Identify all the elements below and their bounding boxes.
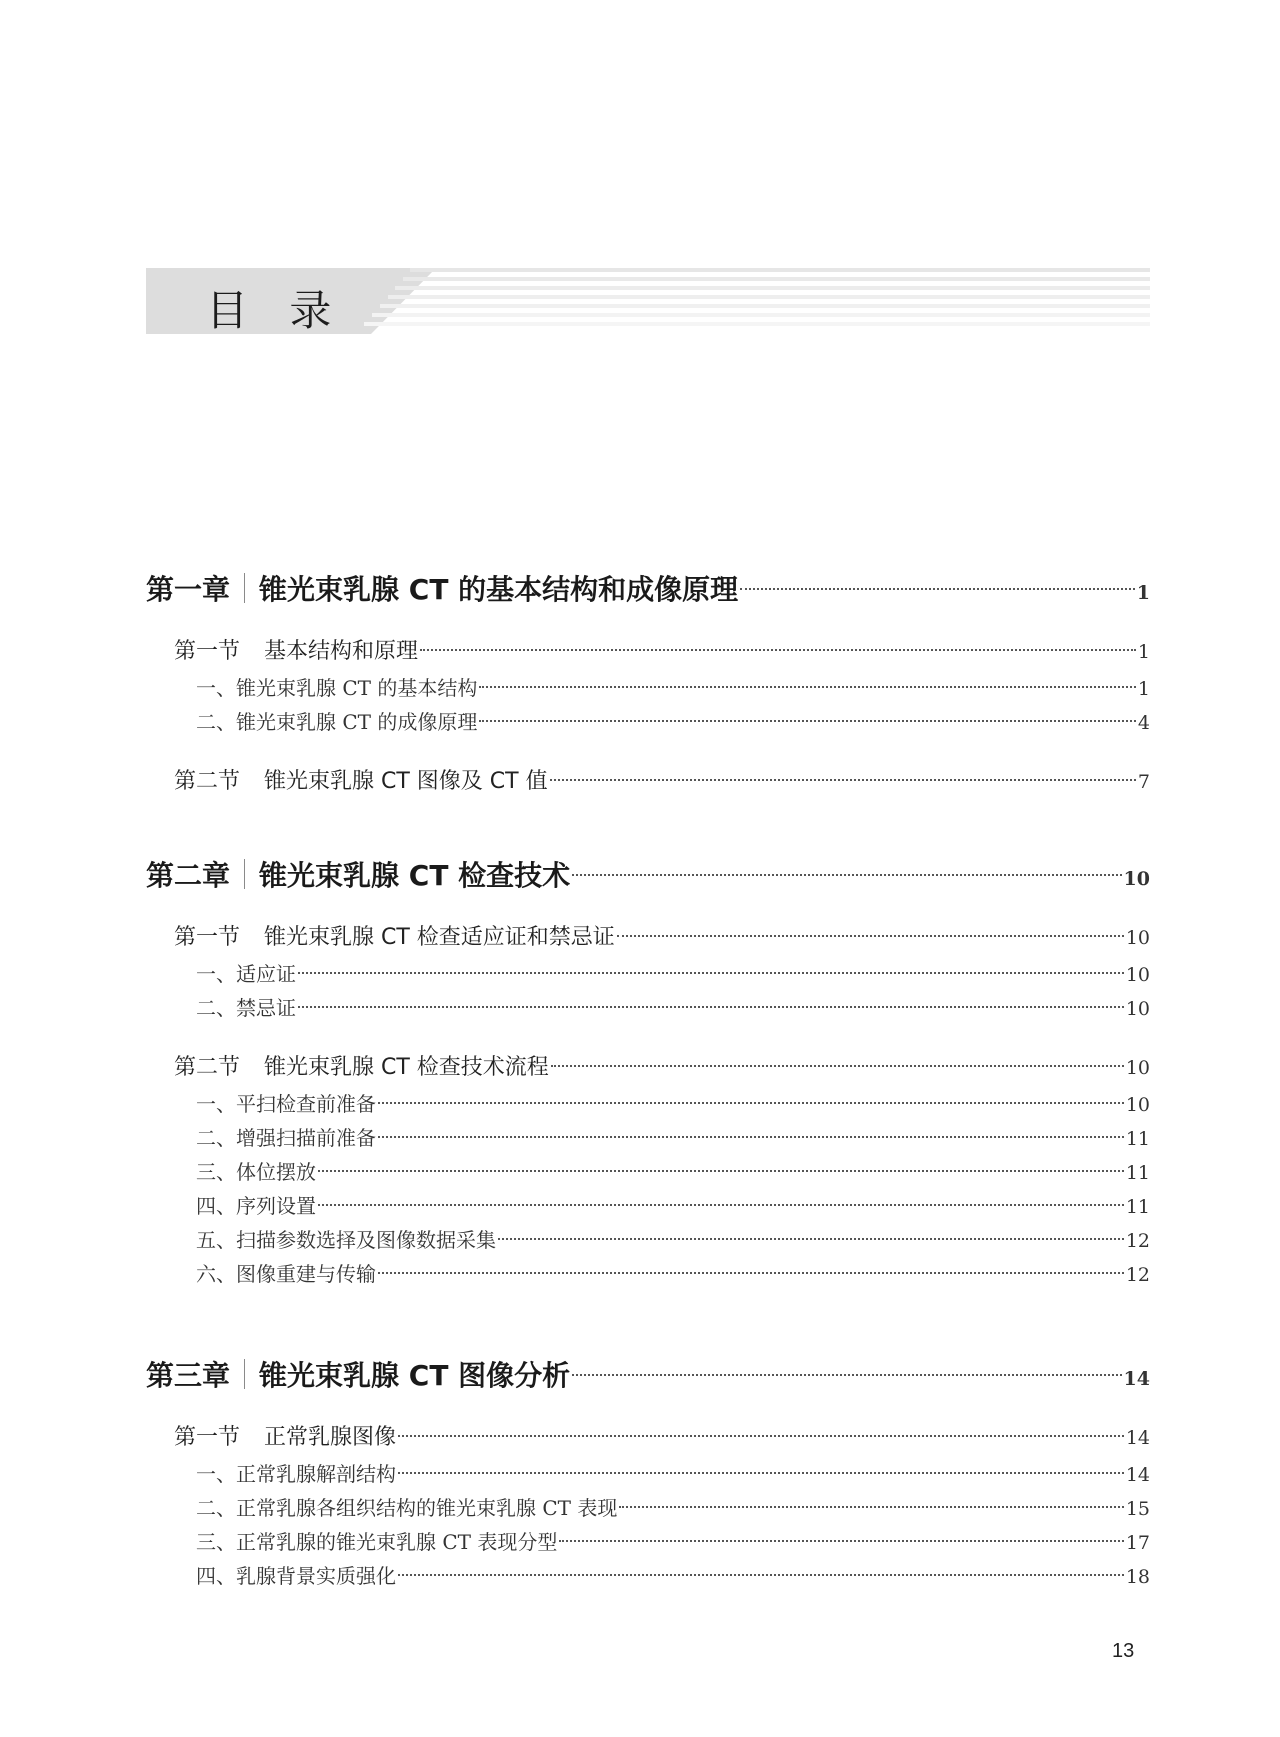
chapter-divider [244, 1359, 245, 1389]
item-label: 五、扫描参数选择及图像数据采集 [196, 1228, 496, 1252]
toc-item[interactable] [146, 1492, 1150, 1526]
toc-section-1-2[interactable] [146, 764, 1150, 802]
toc-item[interactable] [146, 1088, 1150, 1122]
dot-leader [378, 1136, 1124, 1138]
toc-section-2-1[interactable] [146, 920, 1150, 958]
dot-leader [619, 1506, 1123, 1508]
toc-item[interactable] [146, 958, 1150, 992]
toc-item[interactable] [146, 1458, 1150, 1492]
dot-leader [318, 1204, 1124, 1206]
dot-leader [550, 779, 1136, 781]
dot-leader [740, 588, 1135, 590]
section-title: 锥光束乳腺 CT 检查适应证和禁忌证 [264, 925, 615, 950]
item-page: 12 [1125, 1230, 1150, 1252]
toc-item[interactable] [146, 1258, 1150, 1292]
dot-leader [572, 1374, 1121, 1376]
chapter-divider [244, 573, 245, 603]
section-page: 14 [1125, 1427, 1150, 1449]
item-label: 二、锥光束乳腺 CT 的成像原理 [196, 710, 478, 734]
chapter-title: 锥光束乳腺 CT 图像分析 [259, 1359, 571, 1392]
dot-leader [298, 972, 1124, 974]
item-page: 10 [1125, 998, 1150, 1020]
chapter-title: 锥光束乳腺 CT 的基本结构和成像原理 [259, 573, 739, 606]
item-label: 一、适应证 [196, 962, 296, 986]
section-number: 第一节 [174, 1425, 241, 1450]
item-page: 4 [1137, 712, 1150, 734]
toc-item[interactable] [146, 1156, 1150, 1190]
chapter-number: 第一章 [146, 573, 231, 606]
item-label: 一、锥光束乳腺 CT 的基本结构 [196, 676, 478, 700]
item-label: 六、图像重建与传输 [196, 1262, 376, 1286]
toc-item[interactable] [146, 992, 1150, 1026]
toc-item[interactable] [146, 1224, 1150, 1258]
dot-leader [318, 1170, 1124, 1172]
dot-leader [398, 1435, 1124, 1437]
chapter-divider [244, 859, 245, 889]
section-page: 10 [1125, 1057, 1150, 1079]
item-label: 二、禁忌证 [196, 996, 296, 1020]
item-page: 1 [1137, 678, 1150, 700]
item-page: 11 [1125, 1162, 1150, 1184]
item-page: 10 [1125, 964, 1150, 986]
toc-chapter-2[interactable] [146, 854, 1150, 900]
toc-item[interactable] [146, 672, 1150, 706]
dot-leader [479, 720, 1136, 722]
item-label: 二、正常乳腺各组织结构的锥光束乳腺 CT 表现 [196, 1496, 618, 1520]
dot-leader [559, 1540, 1123, 1542]
dot-leader [298, 1006, 1124, 1008]
dot-leader [479, 686, 1136, 688]
section-number: 第二节 [174, 769, 241, 794]
item-page: 17 [1125, 1532, 1150, 1554]
toc-section-1-1[interactable] [146, 634, 1150, 672]
page-number: 13 [1112, 1640, 1135, 1662]
chapter-page: 1 [1136, 582, 1150, 604]
chapter-number: 第二章 [146, 859, 231, 892]
section-title: 基本结构和原理 [264, 639, 419, 664]
toc-title: 目 录 [206, 286, 346, 335]
item-label: 一、正常乳腺解剖结构 [196, 1462, 396, 1486]
toc-section-2-2[interactable] [146, 1050, 1150, 1088]
dot-leader [551, 1065, 1124, 1067]
item-label: 一、平扫检查前准备 [196, 1092, 376, 1116]
dot-leader [498, 1238, 1124, 1240]
chapter-page: 10 [1123, 868, 1150, 890]
item-page: 10 [1125, 1094, 1150, 1116]
section-page: 10 [1125, 927, 1150, 949]
item-label: 四、乳腺背景实质强化 [196, 1564, 396, 1588]
toc-item[interactable] [146, 1526, 1150, 1560]
table-of-contents [146, 568, 1150, 1594]
item-page: 14 [1125, 1464, 1150, 1486]
section-number: 第二节 [174, 1055, 241, 1080]
item-page: 11 [1125, 1196, 1150, 1218]
dot-leader [378, 1272, 1124, 1274]
item-page: 15 [1125, 1498, 1150, 1520]
toc-chapter-1[interactable] [146, 568, 1150, 614]
section-page: 7 [1137, 771, 1150, 793]
section-number: 第一节 [174, 639, 241, 664]
section-title: 正常乳腺图像 [264, 1425, 397, 1450]
chapter-page: 14 [1123, 1368, 1150, 1390]
item-page: 11 [1125, 1128, 1150, 1150]
toc-item[interactable] [146, 1190, 1150, 1224]
dot-leader [378, 1102, 1124, 1104]
dot-leader [398, 1472, 1124, 1474]
chapter-number: 第三章 [146, 1359, 231, 1392]
section-title: 锥光束乳腺 CT 图像及 CT 值 [264, 769, 548, 794]
toc-item[interactable] [146, 1122, 1150, 1156]
dot-leader [420, 649, 1136, 651]
section-title: 锥光束乳腺 CT 检查技术流程 [264, 1055, 549, 1080]
dot-leader [572, 874, 1121, 876]
dot-leader [398, 1574, 1124, 1576]
item-label: 三、体位摆放 [196, 1160, 316, 1184]
item-page: 12 [1125, 1264, 1150, 1286]
chapter-title: 锥光束乳腺 CT 检查技术 [259, 859, 571, 892]
toc-chapter-3[interactable] [146, 1354, 1150, 1400]
item-label: 二、增强扫描前准备 [196, 1126, 376, 1150]
section-number: 第一节 [174, 925, 241, 950]
toc-title-banner [146, 268, 1150, 334]
dot-leader [617, 935, 1124, 937]
section-page: 1 [1137, 641, 1150, 663]
item-label: 四、序列设置 [196, 1194, 316, 1218]
toc-item[interactable] [146, 706, 1150, 740]
item-page: 18 [1125, 1566, 1150, 1588]
toc-section-3-1[interactable] [146, 1420, 1150, 1458]
item-label: 三、正常乳腺的锥光束乳腺 CT 表现分型 [196, 1530, 558, 1554]
toc-item[interactable] [146, 1560, 1150, 1594]
